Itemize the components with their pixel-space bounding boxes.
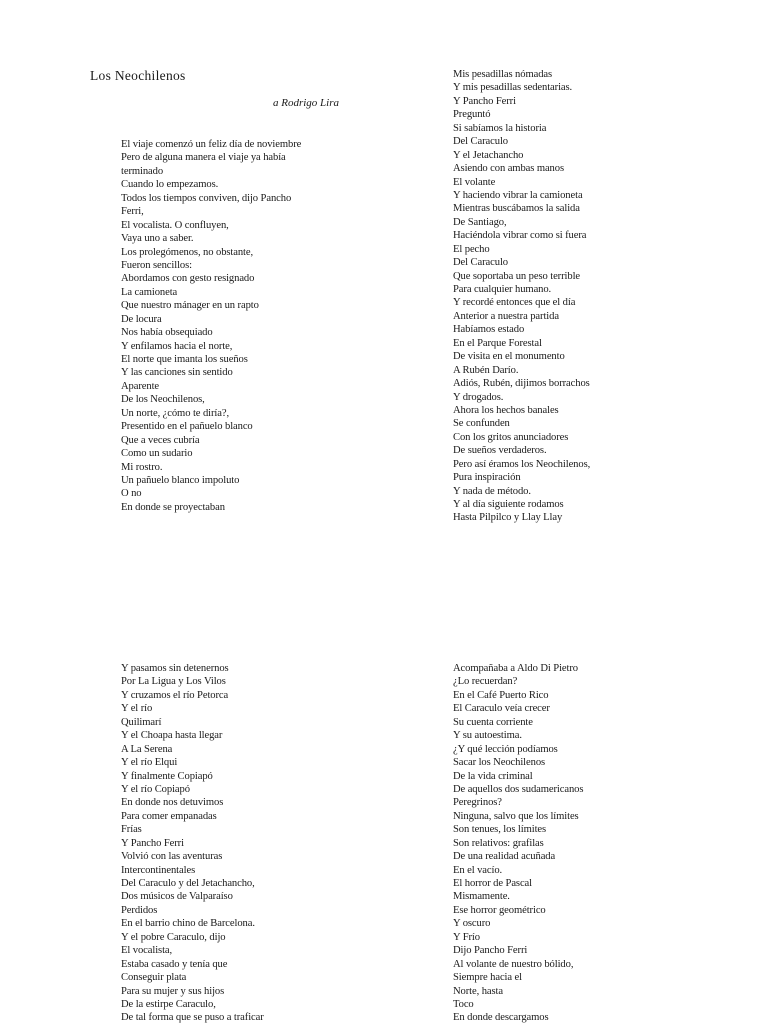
- verse-line: Del Caraculo y del Jetachancho,: [121, 878, 255, 889]
- verse-line: Y pasamos sin detenernos: [121, 663, 229, 674]
- verse-line: Mi rostro.: [121, 461, 163, 473]
- verse-line: Y las canciones sin sentido: [121, 367, 233, 379]
- verse-line: Los prolegómenos, no obstante,: [121, 246, 254, 258]
- verse-line: Todos los tiempos conviven, dijo Pancho: [121, 192, 292, 204]
- verse-line: Vaya uno a saber.: [121, 233, 194, 245]
- verse-line: Habíamos estado: [453, 324, 525, 336]
- verse-line: De sueños verdaderos.: [453, 445, 547, 457]
- poem-column-3: [121, 662, 264, 1025]
- verse-line: El pecho: [453, 243, 490, 255]
- verse-line: Toco: [453, 998, 474, 1010]
- verse-line: Del Caraculo: [453, 257, 508, 269]
- verse-line: Y Pancho Ferri: [121, 837, 184, 849]
- verse-line: Y drogados.: [453, 391, 504, 403]
- verse-line: El Caraculo veía crecer: [453, 703, 550, 715]
- verse-line: Un pañuelo blanco impoluto: [121, 474, 240, 486]
- verse-line: Norte, hasta: [453, 985, 503, 997]
- verse-line: Presentido en el pañuelo blanco: [121, 421, 253, 433]
- verse-line: Y el Choapa hasta llegar: [121, 730, 223, 742]
- verse-line: Y nada de método.: [453, 485, 531, 497]
- verse-line: Perdidos: [121, 904, 158, 916]
- verse-line: Que nuestro mánager en un rapto: [121, 300, 259, 312]
- verse-line: De aquellos dos sudamericanos: [453, 783, 584, 795]
- verse-line: El viaje comenzó un feliz día de noviembre: [121, 139, 302, 150]
- verse-line: Su cuenta corriente: [453, 716, 533, 728]
- poem-column-4: [453, 662, 583, 1025]
- verse-line: La camioneta: [121, 286, 178, 298]
- verse-line: Y el río Elqui: [121, 757, 178, 769]
- verse-line: Conseguir plata: [121, 972, 187, 984]
- verse-line: Y enfilamos hacia el norte,: [121, 340, 233, 352]
- verse-line: En el barrio chino de Barcelona.: [121, 918, 255, 930]
- verse-line: Dos músicos de Valparaíso: [121, 891, 233, 903]
- verse-line: A Rubén Darío.: [453, 364, 519, 376]
- verse-line: El vocalista,: [121, 945, 173, 957]
- verse-line: Un norte, ¿cómo te diría?,: [121, 407, 230, 419]
- verse-line: Haciéndola vibrar como si fuera: [453, 230, 587, 242]
- verse-line: terminado: [121, 165, 164, 177]
- verse-line: Peregrinos?: [453, 797, 502, 809]
- poem-title: Los Neochilenos: [90, 68, 186, 83]
- verse-line: El norte que imanta los sueños: [121, 354, 248, 365]
- verse-line: Quilimarí: [121, 716, 162, 728]
- verse-line: Son tenues, los límites: [453, 824, 547, 836]
- verse-line: Para comer empanadas: [121, 810, 217, 822]
- verse-line: De locura: [121, 313, 162, 325]
- verse-line: Anterior a nuestra partida: [453, 310, 559, 322]
- verse-line: Abordamos con gesto resignado: [121, 273, 255, 285]
- verse-line: De visita en el monumento: [453, 351, 565, 363]
- verse-line: Como un sudario: [121, 448, 193, 460]
- verse-line: Para cualquier humano.: [453, 284, 552, 295]
- verse-line: Y el Jetachancho: [453, 149, 524, 161]
- verse-line: En el vacío.: [453, 864, 503, 876]
- verse-line: Pero de alguna manera el viaje ya había: [121, 152, 286, 164]
- verse-line: Por La Ligua y Los Vilos: [121, 676, 226, 688]
- verse-line: Mismamente.: [453, 891, 510, 903]
- verse-line: Del Caraculo: [453, 136, 508, 148]
- verse-line: A La Serena: [121, 743, 173, 755]
- verse-line: De una realidad acuñada: [453, 851, 556, 863]
- verse-line: Aparente: [121, 380, 160, 392]
- verse-line: Y haciendo vibrar la camioneta: [453, 189, 583, 201]
- verse-line: Y el río: [121, 703, 153, 715]
- verse-line: Sacar los Neochilenos: [453, 757, 546, 769]
- verse-line: Mis pesadillas nómadas: [453, 69, 553, 80]
- verse-line: El vocalista. O confluyen,: [121, 219, 229, 231]
- verse-line: Y mis pesadillas sedentarias.: [453, 82, 573, 94]
- verse-line: Y el río Copiapó: [121, 783, 190, 795]
- verse-line: De la estirpe Caraculo,: [121, 998, 216, 1010]
- verse-line: Y oscuro: [453, 918, 491, 930]
- verse-line: Se confunden: [453, 418, 510, 430]
- verse-line: En el Parque Forestal: [453, 337, 542, 349]
- verse-line: Y el pobre Caraculo, dijo: [121, 931, 226, 943]
- verse-line: Mientras buscábamos la salida: [453, 203, 580, 215]
- verse-line: Ese horror geométrico: [453, 904, 546, 916]
- verse-line: En donde se proyectaban: [121, 501, 225, 513]
- verse-line: Al volante de nuestro bólido,: [453, 958, 574, 970]
- verse-line: Asiendo con ambas manos: [453, 163, 564, 175]
- verse-line: Son relativos: grafilas: [453, 837, 544, 849]
- verse-line: Que a veces cubría: [121, 434, 200, 446]
- verse-line: Intercontinentales: [121, 864, 196, 876]
- verse-line: Estaba casado y tenía que: [121, 958, 228, 970]
- verse-line: Frías: [121, 824, 142, 836]
- verse-line: Y su autoestima.: [453, 730, 522, 742]
- verse-line: Y recordé entonces que el día: [453, 297, 576, 309]
- verse-line: Que soportaba un peso terrible: [453, 270, 581, 282]
- verse-line: O no: [121, 488, 142, 500]
- verse-line: Y al día siguiente rodamos: [453, 499, 564, 510]
- verse-line: Volvió con las aventuras: [121, 851, 223, 863]
- poem-column-2: [453, 68, 590, 525]
- verse-line: Preguntó: [453, 109, 491, 121]
- verse-line: El horror de Pascal: [453, 878, 532, 889]
- verse-line: Dijo Pancho Ferri: [453, 945, 528, 957]
- verse-line: En donde descargamos: [453, 1012, 549, 1024]
- verse-line: ¿Y qué lección podíamos: [453, 743, 558, 755]
- verse-line: De Santiago,: [453, 216, 507, 228]
- verse-line: Adiós, Rubén, dijimos borrachos: [453, 378, 590, 390]
- verse-line: De la vida criminal: [453, 770, 533, 782]
- poem-column-1: [121, 138, 301, 514]
- verse-line: De tal forma que se puso a traficar: [121, 1012, 264, 1024]
- verse-line: De los Neochilenos,: [121, 394, 205, 406]
- verse-line: Con los gritos anunciadores: [453, 431, 569, 443]
- verse-line: Pura inspiración: [453, 472, 521, 484]
- poem-dedication: a Rodrigo Lira: [273, 97, 340, 109]
- verse-line: Y Pancho Ferri: [453, 95, 516, 107]
- verse-line: Para su mujer y sus hijos: [121, 985, 225, 997]
- verse-line: ¿Lo recuerdan?: [453, 676, 518, 688]
- verse-line: Ahora los hechos banales: [453, 404, 559, 416]
- verse-line: Siempre hacia el: [453, 972, 522, 984]
- verse-line: Y Frío: [453, 931, 480, 943]
- verse-line: Y finalmente Copiapó: [121, 770, 213, 782]
- verse-line: Fueron sencillos:: [121, 259, 192, 271]
- verse-line: Ninguna, salvo que los límites: [453, 810, 579, 822]
- verse-line: El volante: [453, 176, 496, 188]
- verse-line: Nos había obsequiado: [121, 327, 213, 339]
- verse-line: Hasta Pilpilco y Llay Llay: [453, 512, 563, 524]
- verse-line: Pero así éramos los Neochilenos,: [453, 458, 591, 470]
- verse-line: Si sabíamos la historia: [453, 122, 547, 134]
- verse-line: Cuando lo empezamos.: [121, 179, 219, 191]
- verse-line: Acompañaba a Aldo Di Pietro: [453, 663, 578, 674]
- verse-line: En el Café Puerto Rico: [453, 689, 549, 701]
- verse-line: En donde nos detuvimos: [121, 797, 224, 809]
- verse-line: Y cruzamos el río Petorca: [121, 689, 229, 701]
- verse-line: Ferri,: [121, 206, 144, 218]
